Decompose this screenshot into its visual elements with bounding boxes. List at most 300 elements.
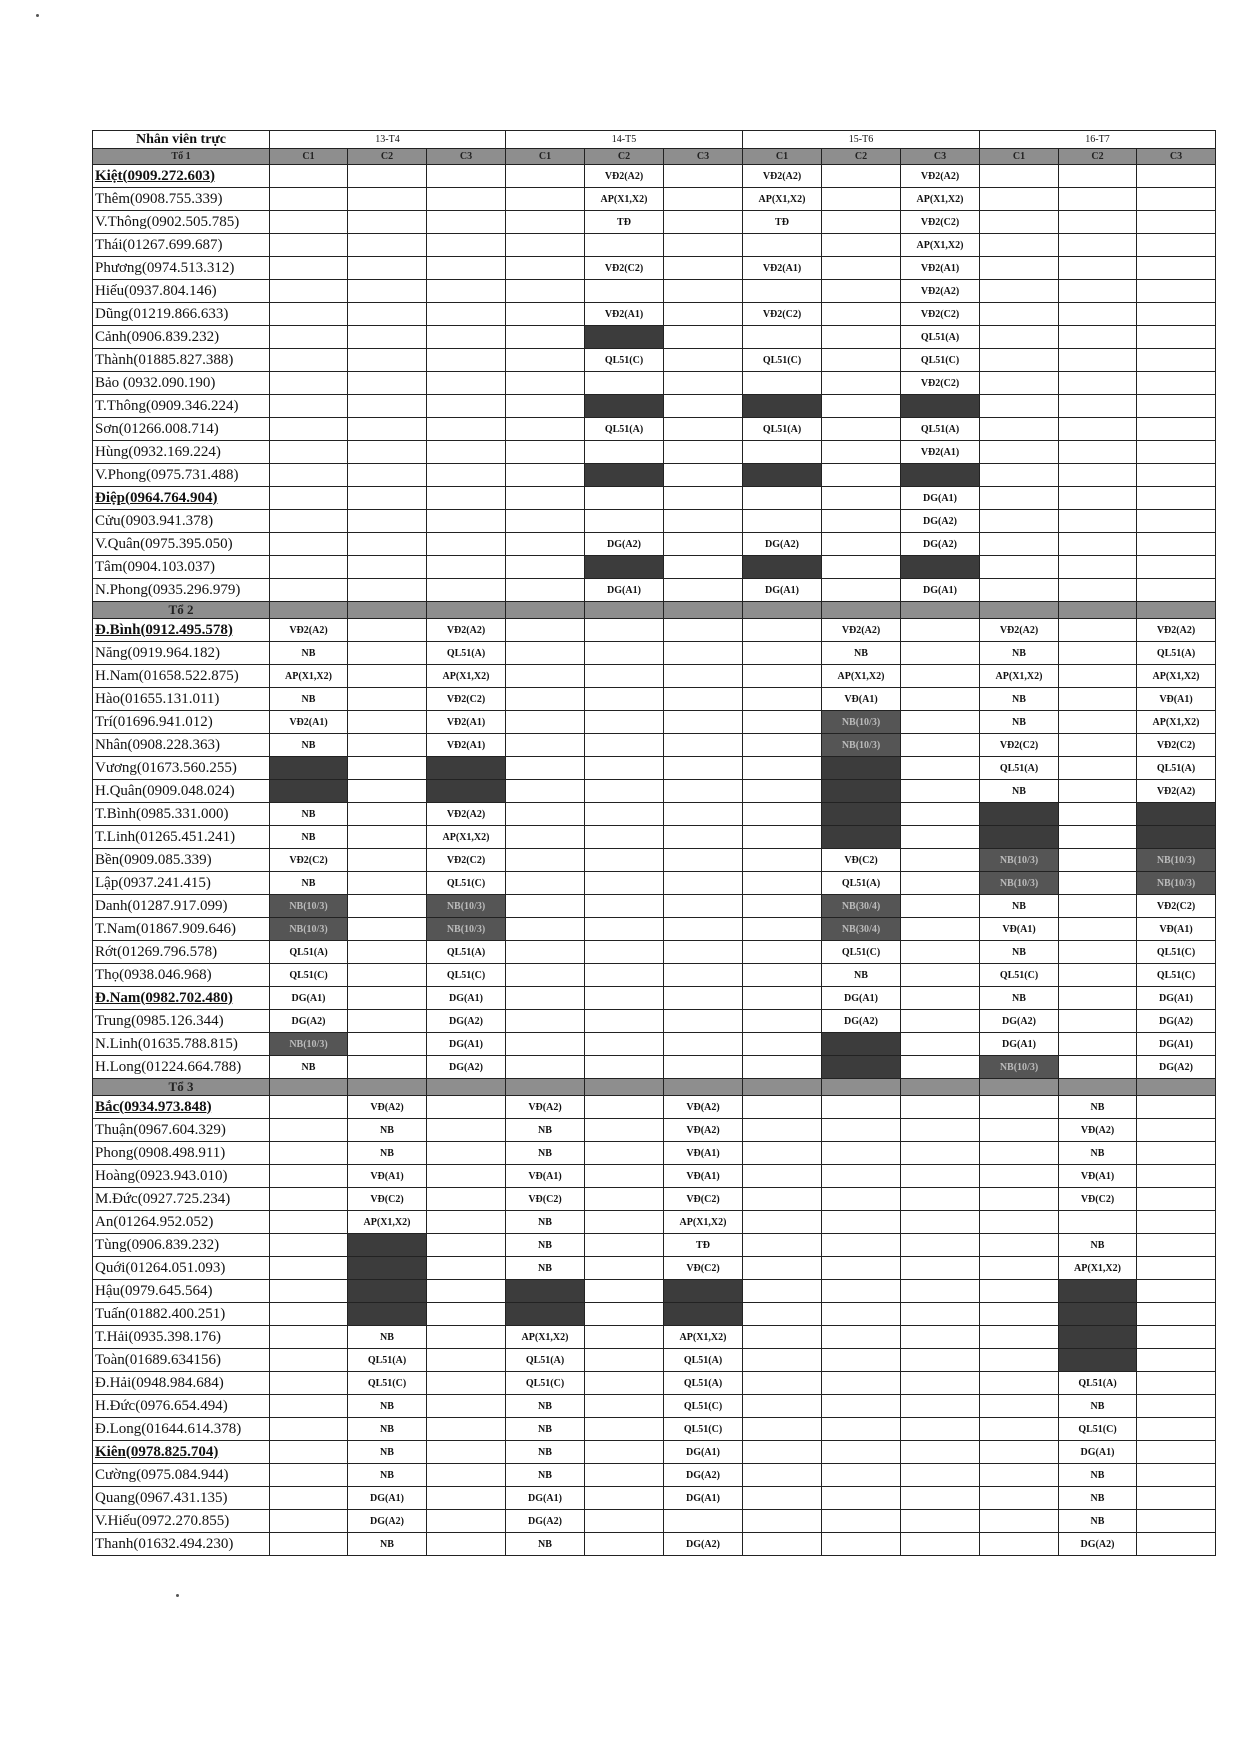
duty-cell — [901, 711, 980, 734]
duty-cell: QL51(A) — [348, 1349, 427, 1372]
duty-cell: NB — [506, 1533, 585, 1556]
duty-cell — [506, 188, 585, 211]
duty-cell — [1137, 1395, 1216, 1418]
duty-cell — [664, 234, 743, 257]
duty-cell — [1137, 579, 1216, 602]
duty-cell — [348, 326, 427, 349]
duty-cell — [1137, 418, 1216, 441]
duty-cell — [743, 1418, 822, 1441]
duty-cell — [427, 1165, 506, 1188]
duty-cell: QL51(C) — [427, 964, 506, 987]
duty-cell — [506, 533, 585, 556]
duty-cell: NB — [1059, 1487, 1137, 1510]
staff-row — [93, 1056, 1216, 1079]
duty-cell — [585, 1464, 664, 1487]
staff-name: An(01264.952.052) — [93, 1211, 270, 1234]
shift-header — [270, 602, 348, 619]
duty-cell — [348, 188, 427, 211]
staff-row — [93, 872, 1216, 895]
duty-cell: DG(A1) — [901, 579, 980, 602]
staff-name: Toàn(01689.634156) — [93, 1349, 270, 1372]
shift-header — [348, 602, 427, 619]
duty-cell — [585, 1010, 664, 1033]
shift-header — [1059, 602, 1137, 619]
duty-cell — [664, 1010, 743, 1033]
duty-cell — [506, 579, 585, 602]
staff-name: H.Nam(01658.522.875) — [93, 665, 270, 688]
duty-cell — [980, 418, 1059, 441]
duty-cell: NB — [348, 1395, 427, 1418]
duty-cell — [664, 803, 743, 826]
duty-cell — [270, 1165, 348, 1188]
duty-cell — [743, 1372, 822, 1395]
duty-cell — [822, 165, 901, 188]
duty-cell: VĐ2(C2) — [901, 211, 980, 234]
staff-row — [93, 349, 1216, 372]
staff-name: Điệp(0964.764.904) — [93, 487, 270, 510]
duty-cell — [1137, 303, 1216, 326]
shift-header — [980, 1079, 1059, 1096]
duty-cell — [506, 395, 585, 418]
duty-cell — [427, 1464, 506, 1487]
duty-cell — [743, 441, 822, 464]
blocked-shift-cell — [270, 780, 348, 803]
shift-header: C2 — [1059, 149, 1137, 165]
duty-cell — [506, 372, 585, 395]
duty-cell — [585, 1096, 664, 1119]
duty-cell: VĐ(A2) — [348, 1096, 427, 1119]
duty-cell — [664, 579, 743, 602]
duty-cell — [743, 1188, 822, 1211]
shift-header — [822, 1079, 901, 1096]
duty-cell — [506, 780, 585, 803]
duty-cell: DG(A1) — [1137, 1033, 1216, 1056]
duty-cell: VĐ2(A1) — [427, 711, 506, 734]
duty-cell — [1137, 1510, 1216, 1533]
staff-name: H.Quân(0909.048.024) — [93, 780, 270, 803]
duty-cell — [743, 964, 822, 987]
duty-cell — [901, 1096, 980, 1119]
duty-cell — [980, 1533, 1059, 1556]
duty-cell — [822, 464, 901, 487]
date-header-row — [93, 131, 1216, 149]
duty-cell — [427, 533, 506, 556]
shift-header — [506, 602, 585, 619]
duty-cell — [743, 1349, 822, 1372]
duty-cell — [1059, 579, 1137, 602]
duty-cell — [348, 941, 427, 964]
duty-cell: VĐ(C2) — [348, 1188, 427, 1211]
staff-name: T.Linh(01265.451.241) — [93, 826, 270, 849]
duty-cell — [270, 326, 348, 349]
staff-row — [93, 1395, 1216, 1418]
duty-cell — [1137, 1441, 1216, 1464]
staff-name: Trí(01696.941.012) — [93, 711, 270, 734]
duty-cell: NB — [822, 642, 901, 665]
date-header: 16-T7 — [980, 131, 1216, 149]
duty-cell: QL51(C) — [270, 964, 348, 987]
duty-cell — [1137, 1234, 1216, 1257]
duty-cell: NB — [270, 688, 348, 711]
duty-cell — [743, 619, 822, 642]
duty-cell: AP(X1,X2) — [822, 665, 901, 688]
duty-cell — [585, 711, 664, 734]
blocked-shift-cell: NB(10/3) — [270, 895, 348, 918]
duty-cell: VĐ(C2) — [1059, 1188, 1137, 1211]
duty-cell — [1059, 964, 1137, 987]
duty-cell — [427, 326, 506, 349]
duty-cell — [1137, 1280, 1216, 1303]
duty-cell — [1137, 234, 1216, 257]
blocked-shift-cell — [1059, 1326, 1137, 1349]
duty-cell — [664, 918, 743, 941]
blocked-shift-cell — [664, 1280, 743, 1303]
staff-row — [93, 1349, 1216, 1372]
duty-cell — [901, 1418, 980, 1441]
duty-cell: NB — [1059, 1395, 1137, 1418]
duty-cell — [585, 757, 664, 780]
shift-header: C3 — [901, 149, 980, 165]
duty-cell — [664, 303, 743, 326]
duty-cell — [980, 1326, 1059, 1349]
duty-cell — [822, 303, 901, 326]
staff-row — [93, 257, 1216, 280]
duty-cell: DG(A2) — [270, 1010, 348, 1033]
duty-cell — [980, 441, 1059, 464]
duty-cell: NB — [1059, 1510, 1137, 1533]
blocked-shift-cell — [1059, 1303, 1137, 1326]
duty-cell — [270, 211, 348, 234]
staff-row — [93, 849, 1216, 872]
staff-name: Bảo (0932.090.190) — [93, 372, 270, 395]
duty-cell — [664, 487, 743, 510]
shift-header — [743, 602, 822, 619]
blocked-shift-cell: NB(10/3) — [822, 734, 901, 757]
duty-cell: VĐ2(C2) — [1137, 734, 1216, 757]
duty-cell — [585, 688, 664, 711]
staff-row — [93, 1142, 1216, 1165]
duty-cell — [980, 1234, 1059, 1257]
duty-cell: NB — [270, 872, 348, 895]
staff-row — [93, 1464, 1216, 1487]
duty-cell — [822, 1165, 901, 1188]
staff-name: Tuấn(01882.400.251) — [93, 1303, 270, 1326]
duty-cell — [427, 395, 506, 418]
duty-cell — [585, 280, 664, 303]
duty-cell — [585, 1441, 664, 1464]
staff-row — [93, 1119, 1216, 1142]
duty-cell — [1137, 349, 1216, 372]
duty-cell — [822, 1142, 901, 1165]
duty-cell — [1137, 257, 1216, 280]
duty-cell — [1059, 1033, 1137, 1056]
group-header-row — [93, 1079, 1216, 1096]
blocked-shift-cell — [270, 757, 348, 780]
duty-cell — [270, 487, 348, 510]
duty-cell — [427, 280, 506, 303]
duty-cell — [901, 1441, 980, 1464]
duty-cell: DG(A2) — [664, 1533, 743, 1556]
staff-row — [93, 1211, 1216, 1234]
staff-row — [93, 579, 1216, 602]
duty-cell — [743, 372, 822, 395]
duty-cell — [348, 987, 427, 1010]
duty-cell — [1059, 872, 1137, 895]
duty-cell — [901, 619, 980, 642]
duty-cell — [270, 1349, 348, 1372]
duty-cell — [1059, 734, 1137, 757]
duty-cell — [270, 510, 348, 533]
duty-cell: DG(A2) — [1059, 1533, 1137, 1556]
blocked-shift-cell — [585, 556, 664, 579]
duty-cell — [980, 211, 1059, 234]
duty-cell — [348, 803, 427, 826]
duty-cell — [1137, 1533, 1216, 1556]
duty-cell — [1059, 1056, 1137, 1079]
blocked-shift-cell — [585, 395, 664, 418]
duty-cell — [901, 1395, 980, 1418]
duty-cell — [1059, 234, 1137, 257]
duty-cell — [427, 579, 506, 602]
duty-cell: QL51(A) — [664, 1349, 743, 1372]
duty-cell — [506, 987, 585, 1010]
duty-cell: TĐ — [664, 1234, 743, 1257]
shift-header — [585, 602, 664, 619]
duty-cell — [1137, 1418, 1216, 1441]
staff-name: V.Thông(0902.505.785) — [93, 211, 270, 234]
duty-cell — [506, 303, 585, 326]
blocked-shift-cell — [506, 1303, 585, 1326]
duty-cell — [270, 372, 348, 395]
shift-header — [427, 602, 506, 619]
duty-cell — [427, 1234, 506, 1257]
blocked-shift-cell — [822, 826, 901, 849]
duty-cell — [980, 579, 1059, 602]
duty-cell: AP(X1,X2) — [348, 1211, 427, 1234]
duty-cell — [427, 441, 506, 464]
duty-cell — [1059, 188, 1137, 211]
duty-cell — [822, 1395, 901, 1418]
duty-cell: VĐ(A1) — [664, 1142, 743, 1165]
duty-cell — [585, 1395, 664, 1418]
staff-name: Lập(0937.241.415) — [93, 872, 270, 895]
duty-cell: VĐ2(C2) — [901, 303, 980, 326]
duty-cell — [506, 280, 585, 303]
staff-row — [93, 619, 1216, 642]
duty-cell — [664, 711, 743, 734]
duty-cell — [506, 1056, 585, 1079]
shift-header: C3 — [427, 149, 506, 165]
duty-cell: QL51(A) — [1137, 757, 1216, 780]
staff-name: Thọ(0938.046.968) — [93, 964, 270, 987]
staff-name: Đ.Bình(0912.495.578) — [93, 619, 270, 642]
duty-cell — [585, 619, 664, 642]
duty-cell — [1059, 826, 1137, 849]
duty-cell: QL51(C) — [1137, 941, 1216, 964]
staff-row — [93, 510, 1216, 533]
duty-cell: VĐ2(A1) — [427, 734, 506, 757]
duty-cell — [980, 1303, 1059, 1326]
duty-cell — [743, 1326, 822, 1349]
duty-cell — [980, 303, 1059, 326]
duty-cell: NB — [348, 1142, 427, 1165]
shift-header: C1 — [506, 149, 585, 165]
shift-header: C2 — [585, 149, 664, 165]
shift-header: C2 — [822, 149, 901, 165]
duty-cell: QL51(A) — [822, 872, 901, 895]
duty-cell: DG(A1) — [427, 1033, 506, 1056]
duty-cell — [822, 1487, 901, 1510]
duty-cell — [1059, 665, 1137, 688]
duty-cell — [743, 1487, 822, 1510]
duty-cell — [585, 234, 664, 257]
duty-cell — [506, 556, 585, 579]
staff-name: Đ.Nam(0982.702.480) — [93, 987, 270, 1010]
staff-name: Năng(0919.964.182) — [93, 642, 270, 665]
duty-cell — [506, 619, 585, 642]
duty-cell — [427, 1326, 506, 1349]
duty-cell — [427, 257, 506, 280]
duty-cell — [270, 1234, 348, 1257]
blocked-shift-cell: NB(10/3) — [427, 918, 506, 941]
duty-cell: DG(A1) — [348, 1487, 427, 1510]
blocked-shift-cell: NB(10/3) — [980, 872, 1059, 895]
duty-cell: QL51(C) — [1137, 964, 1216, 987]
staff-row — [93, 1487, 1216, 1510]
duty-cell — [506, 510, 585, 533]
duty-cell — [1059, 642, 1137, 665]
duty-cell: DG(A2) — [427, 1056, 506, 1079]
duty-cell — [427, 1096, 506, 1119]
duty-cell — [427, 1119, 506, 1142]
blocked-shift-cell: NB(10/3) — [427, 895, 506, 918]
duty-cell — [980, 1188, 1059, 1211]
duty-cell — [1137, 1165, 1216, 1188]
duty-cell: AP(X1,X2) — [270, 665, 348, 688]
duty-cell — [1137, 211, 1216, 234]
staff-row — [93, 188, 1216, 211]
duty-cell — [585, 1418, 664, 1441]
date-header: 14-T5 — [506, 131, 743, 149]
duty-cell — [743, 688, 822, 711]
duty-cell — [270, 1096, 348, 1119]
staff-name: Kiên(0978.825.704) — [93, 1441, 270, 1464]
staff-row — [93, 211, 1216, 234]
staff-row — [93, 1533, 1216, 1556]
duty-cell — [270, 441, 348, 464]
duty-cell — [901, 964, 980, 987]
duty-cell — [901, 895, 980, 918]
duty-cell — [901, 1142, 980, 1165]
blocked-shift-cell — [822, 803, 901, 826]
staff-name: Thêm(0908.755.339) — [93, 188, 270, 211]
duty-cell: QL51(C) — [980, 964, 1059, 987]
duty-cell — [348, 1033, 427, 1056]
duty-cell — [270, 303, 348, 326]
staff-row — [93, 803, 1216, 826]
duty-cell — [506, 326, 585, 349]
duty-cell — [1059, 533, 1137, 556]
staff-row — [93, 642, 1216, 665]
duty-cell — [980, 533, 1059, 556]
duty-cell — [822, 326, 901, 349]
duty-cell: DG(A1) — [506, 1487, 585, 1510]
duty-cell — [348, 234, 427, 257]
staff-row — [93, 1510, 1216, 1533]
duty-cell — [743, 1234, 822, 1257]
duty-cell: DG(A1) — [980, 1033, 1059, 1056]
duty-cell — [980, 1349, 1059, 1372]
shift-header — [427, 1079, 506, 1096]
duty-cell — [270, 257, 348, 280]
duty-cell — [348, 895, 427, 918]
duty-cell — [348, 280, 427, 303]
shift-header: C1 — [743, 149, 822, 165]
staff-name: Hào(01655.131.011) — [93, 688, 270, 711]
duty-cell: NB — [506, 1257, 585, 1280]
duty-cell — [901, 1010, 980, 1033]
duty-cell: VĐ2(A2) — [901, 165, 980, 188]
duty-cell — [822, 1188, 901, 1211]
staff-row — [93, 303, 1216, 326]
duty-cell: NB — [1059, 1142, 1137, 1165]
duty-cell: AP(X1,X2) — [980, 665, 1059, 688]
duty-cell — [585, 1119, 664, 1142]
duty-cell — [1137, 280, 1216, 303]
duty-cell: QL51(A) — [506, 1349, 585, 1372]
duty-cell — [427, 1395, 506, 1418]
shift-header — [822, 602, 901, 619]
duty-cell — [822, 1372, 901, 1395]
duty-cell — [901, 665, 980, 688]
duty-cell — [822, 1441, 901, 1464]
duty-cell — [822, 487, 901, 510]
duty-cell: DG(A1) — [664, 1441, 743, 1464]
duty-cell: VĐ2(A2) — [1137, 780, 1216, 803]
duty-cell — [743, 987, 822, 1010]
duty-cell — [901, 1033, 980, 1056]
duty-cell — [270, 1280, 348, 1303]
duty-cell: VĐ(A2) — [1059, 1119, 1137, 1142]
duty-cell: QL51(A) — [664, 1372, 743, 1395]
duty-cell — [822, 1349, 901, 1372]
duty-cell — [1059, 688, 1137, 711]
duty-cell: DG(A2) — [1137, 1056, 1216, 1079]
staff-name: Dũng(01219.866.633) — [93, 303, 270, 326]
duty-cell — [585, 1188, 664, 1211]
duty-cell — [980, 1257, 1059, 1280]
duty-cell — [743, 711, 822, 734]
duty-cell: DG(A2) — [427, 1010, 506, 1033]
duty-cell — [901, 1056, 980, 1079]
duty-cell — [506, 487, 585, 510]
duty-cell — [427, 1441, 506, 1464]
duty-cell — [901, 1510, 980, 1533]
staff-row — [93, 1165, 1216, 1188]
duty-cell — [1059, 941, 1137, 964]
duty-cell: NB — [270, 826, 348, 849]
duty-cell: VĐ(A1) — [1137, 918, 1216, 941]
duty-cell — [1059, 918, 1137, 941]
duty-cell — [348, 395, 427, 418]
duty-cell: VĐ2(A1) — [585, 303, 664, 326]
duty-cell: VĐ2(A2) — [427, 619, 506, 642]
staff-name: Nhân(0908.228.363) — [93, 734, 270, 757]
staff-row — [93, 1326, 1216, 1349]
duty-cell — [980, 1395, 1059, 1418]
duty-cell — [980, 1142, 1059, 1165]
duty-cell — [664, 188, 743, 211]
